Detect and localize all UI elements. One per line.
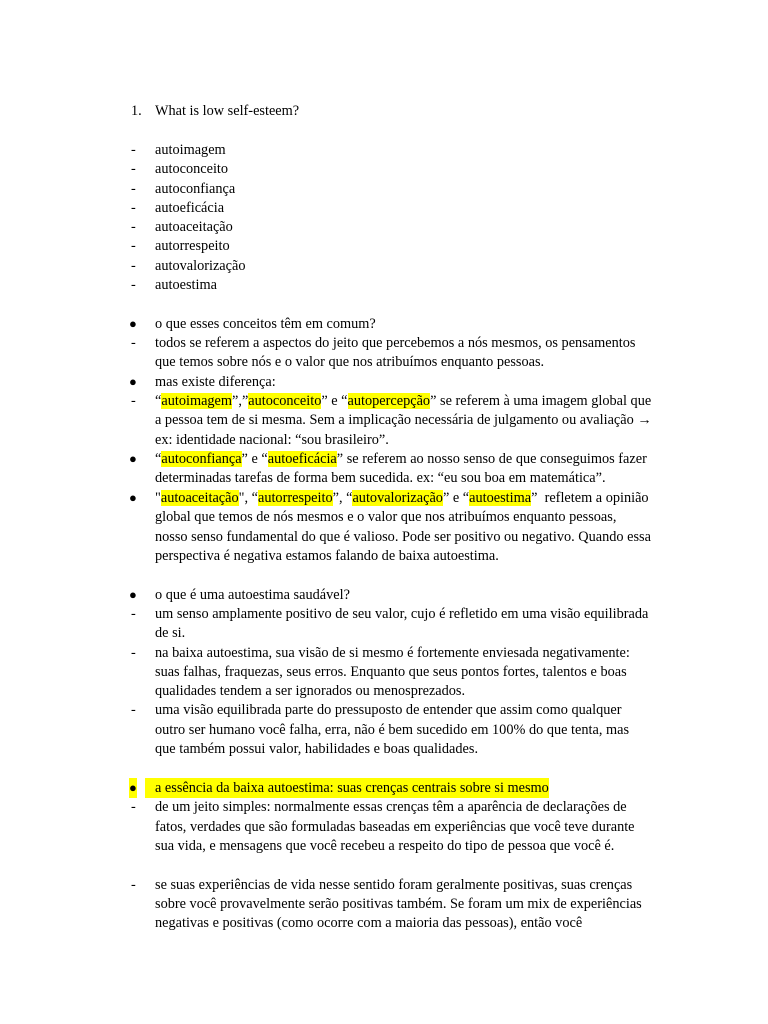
answer-line: “autoimagem”,”autoconceito” e “autopercepção” se referem à uma imagem global que: [155, 393, 652, 409]
concept-label: autoestima: [155, 277, 217, 293]
dash-marker: -: [131, 877, 136, 893]
answer-line: “autoconfiança” e “autoeficácia” se referem ao nosso senso de que conseguimos fazer: [155, 451, 647, 467]
dash-marker: -: [131, 142, 136, 158]
answer-line: uma visão equilibrada parte do pressuposto de entender que assim como qualquer: [155, 702, 622, 718]
bullet-marker: ●: [129, 374, 137, 389]
answer-line: um senso amplamente positivo de seu valor, cujo é refletido em uma visão equilibrada: [155, 606, 649, 622]
answer-line: negativas e positivas (como ocorre com a maioria das pessoas), então você: [155, 915, 583, 931]
answer-line: suas falhas, fraquezas, seus erros. Enquanto que seus pontos fortes, talentos e boas: [155, 664, 627, 680]
concept-label: autorrespeito: [155, 238, 230, 254]
highlighted-term: autoaceitação: [160, 490, 239, 506]
answer-line: "autoaceitação", “autorrespeito”, “autovalorização” e “autoestima” refletem a opinião: [155, 490, 649, 506]
highlighted-term: autoimagem: [161, 393, 233, 409]
answer-line: todos se referem a aspectos do jeito que percebemos a nós mesmos, os pensamentos: [155, 335, 636, 351]
answer-line: a pessoa tem de si mesma. Sem a implicação necessária de julgamento ou avaliação →: [155, 412, 652, 428]
concept-label: autoeficácia: [155, 200, 225, 216]
highlighted-term: autoeficácia: [267, 451, 337, 467]
dash-marker: -: [131, 200, 136, 216]
answer-line: que também possui valor, habilidades e boas qualidades.: [155, 741, 479, 757]
bullet-text: o que é uma autoestima saudável?: [155, 587, 350, 603]
answer-line: na baixa autoestima, sua visão de si mesmo é fortemente enviesada negativamente:: [155, 645, 630, 661]
bullet-text: o que esses conceitos têm em comum?: [155, 316, 376, 332]
concept-label: autoconfiança: [155, 181, 236, 197]
dash-marker: -: [131, 181, 136, 197]
highlighted-term: autovalorização: [352, 490, 443, 506]
bullet-marker: ●: [129, 490, 137, 505]
answer-line: se suas experiências de vida nesse sentido foram geralmente positivas, suas crenças: [155, 877, 633, 893]
highlighted-term: autoestima: [469, 490, 532, 506]
answer-line: global que temos de nós mesmos e o valor que nos atribuímos enquanto pessoas,: [155, 509, 617, 525]
dash-marker: -: [131, 606, 136, 622]
dash-marker: -: [131, 645, 136, 661]
dash-marker: -: [131, 258, 136, 274]
answer-line: fatos, verdades que são formuladas baseadas em experiências que você teve durante: [155, 819, 635, 835]
dash-marker: -: [131, 161, 136, 177]
concept-label: autoaceitação: [155, 219, 233, 235]
bullet-marker: ●: [129, 778, 137, 798]
question-text: What is low self-esteem?: [155, 103, 300, 119]
answer-line: nosso senso fundamental do que é valioso. Pode ser positivo ou negativo. Quando essa: [155, 529, 651, 545]
bullet-marker: ●: [129, 316, 137, 331]
answer-line: determinadas tarefas de forma bem sucedida. ex: “eu sou boa em matemática”.: [155, 470, 606, 486]
concept-label: autoimagem: [155, 142, 226, 158]
answer-line: sobre você provavelmente serão positivas também. Se foram um mix de experiências: [155, 896, 642, 912]
bullet-text: mas existe diferença:: [155, 374, 276, 390]
highlighted-heading: a essência da baixa autoestima: suas crenças centrais sobre si mesmo: [145, 778, 549, 798]
dash-marker: -: [131, 702, 136, 718]
highlighted-term: autorrespeito: [257, 490, 333, 506]
bullet-marker: ●: [129, 451, 137, 466]
dash-marker: -: [131, 799, 136, 815]
answer-line: que temos sobre nós e o valor que nos atribuímos enquanto pessoas.: [155, 354, 545, 370]
answer-line: ex: identidade nacional: “sou brasileiro”.: [155, 432, 389, 448]
highlighted-term: autopercepção: [347, 393, 431, 409]
dash-marker: -: [131, 238, 136, 254]
dash-marker: -: [131, 277, 136, 293]
highlighted-term: autoconceito: [248, 393, 322, 409]
answer-line: qualidades tendem a ser ignorados ou menosprezados.: [155, 683, 466, 699]
question-number: 1.: [131, 103, 142, 119]
concept-label: autoconceito: [155, 161, 229, 177]
concept-label: autovalorização: [155, 258, 246, 274]
answer-line: outro ser humano você falha, erra, não é bem sucedido em 100% do que tenta, mas: [155, 722, 630, 738]
answer-line: sua vida, e mensagens que você recebeu a respeito do tipo de pessoa que você é.: [155, 838, 615, 854]
highlighted-term: autoconfiança: [161, 451, 242, 467]
bullet-marker: ●: [129, 587, 137, 602]
answer-line: perspectiva é negativa estamos falando de baixa autoestima.: [155, 548, 499, 564]
answer-line: de si.: [155, 625, 186, 641]
answer-line: de um jeito simples: normalmente essas crenças têm a aparência de declarações de: [155, 799, 627, 815]
dash-marker: -: [131, 219, 136, 235]
dash-marker: -: [131, 393, 136, 409]
dash-marker: -: [131, 335, 136, 351]
